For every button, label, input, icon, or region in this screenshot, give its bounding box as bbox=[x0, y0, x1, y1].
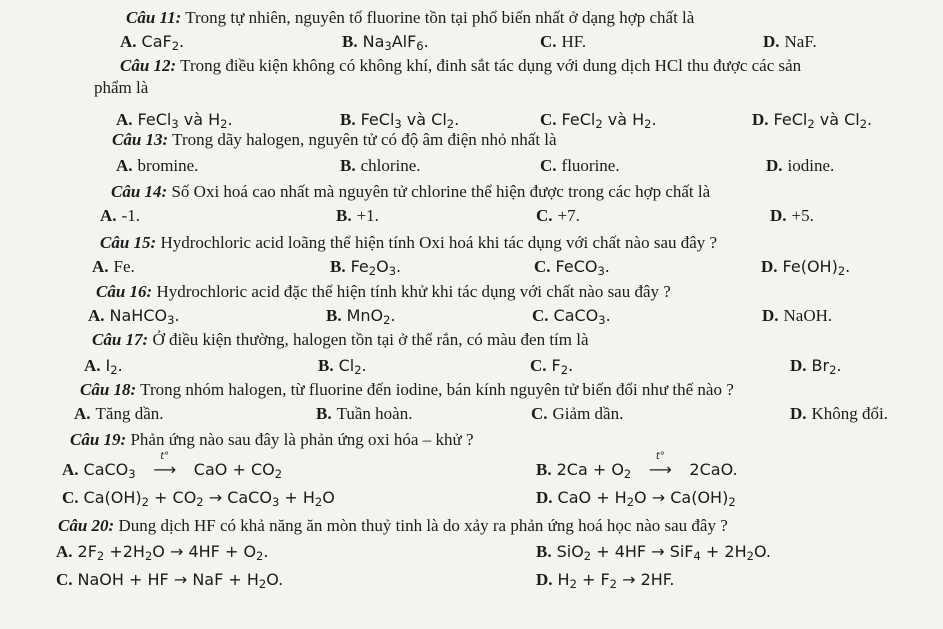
option-d[interactable]: D. $H_2 + F_2 \to 2HF$. bbox=[536, 570, 675, 591]
question-text: Trong điều kiện không có không khí, đinh sắt tác dụng với dung dịch HCl thu được các sản bbox=[176, 56, 802, 75]
option-a[interactable]: A. CaCO$_3$ t° ⟶ CaO + $CO_2$ bbox=[62, 451, 283, 481]
option-a[interactable]: A. Fe. bbox=[92, 257, 135, 276]
question-14 bbox=[111, 182, 943, 202]
question-12 bbox=[120, 56, 943, 76]
option-c[interactable]: C. fluorine. bbox=[540, 156, 620, 175]
option-a[interactable]: A. NaHCO$_3$. bbox=[88, 306, 180, 327]
options-20-row1 bbox=[0, 542, 943, 566]
question-text: Trong nhóm halogen, từ fluorine đến iodine, bán kính nguyên tử biến đổi như thế nào ? bbox=[136, 380, 734, 399]
options-13 bbox=[0, 156, 943, 180]
option-a[interactable]: A. CaF$_2$. bbox=[120, 32, 185, 53]
options-19-row2 bbox=[0, 488, 943, 512]
option-b[interactable]: B. $Cl_2$. bbox=[318, 356, 367, 377]
question-text: Hydrochloric acid loãng thể hiện tính Oxi hoá khi tác dụng với chất nào sau đây ? bbox=[156, 233, 718, 252]
option-d[interactable]: D. +5. bbox=[770, 206, 814, 225]
question-label: Câu 12: bbox=[120, 56, 177, 75]
option-d[interactable]: D. NaF. bbox=[763, 32, 817, 51]
option-c[interactable]: C. FeCO$_3$. bbox=[534, 257, 610, 278]
option-a[interactable]: A. bromine. bbox=[116, 156, 199, 175]
option-c[interactable]: C. $F_2$. bbox=[530, 356, 574, 377]
question-label: Câu 13: bbox=[112, 130, 169, 149]
question-label: Câu 15: bbox=[100, 233, 157, 252]
option-c[interactable]: C. HF. bbox=[540, 32, 587, 51]
option-c[interactable]: C. NaOH + HF → NaF + $H_2O$. bbox=[56, 570, 284, 591]
option-a[interactable]: A. -1. bbox=[100, 206, 140, 225]
option-b[interactable]: B. $2Ca + O_2$ t° ⟶ 2CaO. bbox=[536, 451, 738, 481]
option-b[interactable]: B. Tuần hoàn. bbox=[316, 404, 413, 423]
option-c[interactable]: C. FeCl$_2$ và $H_2$. bbox=[540, 110, 657, 131]
option-d[interactable]: D. FeCl$_2$ và $Cl_2$. bbox=[752, 110, 873, 131]
question-label: Câu 16: bbox=[96, 282, 153, 301]
option-b[interactable]: B. FeCl$_3$ và $Cl_2$. bbox=[340, 110, 460, 131]
question-16 bbox=[96, 282, 943, 302]
question-text: Trong tự nhiên, nguyên tố fluorine tồn tại phổ biến nhất ở dạng hợp chất là bbox=[181, 8, 695, 27]
question-text: Số Oxi hoá cao nhất mà nguyên tử chlorine thể hiện được trong các hợp chất là bbox=[167, 182, 711, 201]
options-19-row1 bbox=[0, 451, 943, 484]
option-d[interactable]: D. iodine. bbox=[766, 156, 835, 175]
question-label: Câu 14: bbox=[111, 182, 168, 201]
option-b[interactable]: B. +1. bbox=[336, 206, 379, 225]
question-text: Phản ứng nào sau đây là phản ứng oxi hóa – khử ? bbox=[126, 430, 474, 449]
options-15 bbox=[0, 257, 943, 281]
question-text: Hydrochloric acid đặc thể hiện tính khử khi tác dụng với chất nào sau đây ? bbox=[152, 282, 671, 301]
option-d[interactable]: D. $Br_2$. bbox=[790, 356, 842, 377]
question-20 bbox=[58, 516, 943, 536]
question-text: Dung dịch HF có khả năng ăn mòn thuỷ tinh là do xảy ra phản ứng hoá học nào sau đây ? bbox=[114, 516, 728, 535]
option-d[interactable]: D. CaO + $H_2O \to Ca(OH)_2$ bbox=[536, 488, 736, 509]
options-14 bbox=[0, 206, 943, 230]
question-label: Câu 20: bbox=[58, 516, 115, 535]
question-12-cont: phẩm là bbox=[94, 78, 149, 97]
option-b[interactable]: B. $Fe_2O_3$. bbox=[330, 257, 402, 278]
question-19 bbox=[70, 430, 943, 450]
question-label: Câu 19: bbox=[70, 430, 127, 449]
question-text: Ở điều kiện thường, halogen tồn tại ở thể rắn, có màu đen tím là bbox=[148, 330, 589, 349]
option-c[interactable]: C. $Ca(OH)_2 + CO_2$ → CaCO$_3$ + $H_2O$ bbox=[62, 488, 335, 509]
options-20-row2 bbox=[0, 570, 943, 594]
option-b[interactable]: B. MnO$_2$. bbox=[326, 306, 396, 327]
question-11 bbox=[126, 8, 943, 28]
options-17 bbox=[0, 356, 943, 380]
option-c[interactable]: C. CaCO$_3$. bbox=[532, 306, 611, 327]
option-d[interactable]: D. NaOH. bbox=[762, 306, 833, 325]
option-c[interactable]: C. Giảm dần. bbox=[531, 404, 624, 423]
options-11 bbox=[0, 32, 943, 56]
question-18 bbox=[80, 380, 943, 400]
question-17 bbox=[92, 330, 943, 350]
option-b[interactable]: B. chlorine. bbox=[340, 156, 421, 175]
question-text: Trong dãy halogen, nguyên tử có độ âm điện nhỏ nhất là bbox=[168, 130, 557, 149]
question-label: Câu 11: bbox=[126, 8, 182, 27]
question-label: Câu 17: bbox=[92, 330, 149, 349]
question-15 bbox=[100, 233, 943, 253]
options-18 bbox=[0, 404, 943, 428]
option-a[interactable]: A. $I_2$. bbox=[84, 356, 123, 377]
option-a[interactable]: A. $2F_2 +2H_2O \to 4HF + O_2$. bbox=[56, 542, 269, 563]
option-a[interactable]: A. FeCl$_3$ và $H_2$. bbox=[116, 110, 233, 131]
option-a[interactable]: A. Tăng dần. bbox=[74, 404, 164, 423]
option-b[interactable]: B. $Na_3AlF_6$. bbox=[342, 32, 429, 53]
option-d[interactable]: D. $Fe(OH)_2$. bbox=[761, 257, 851, 278]
option-c[interactable]: C. +7. bbox=[536, 206, 580, 225]
question-13 bbox=[112, 130, 943, 150]
question-label: Câu 18: bbox=[80, 380, 137, 399]
option-b[interactable]: B. $SiO_2 + 4HF \to SiF_4 + 2H_2O$. bbox=[536, 542, 771, 563]
heat-label: t° bbox=[160, 451, 170, 462]
options-16 bbox=[0, 306, 943, 330]
option-d[interactable]: D. Không đổi. bbox=[790, 404, 889, 423]
